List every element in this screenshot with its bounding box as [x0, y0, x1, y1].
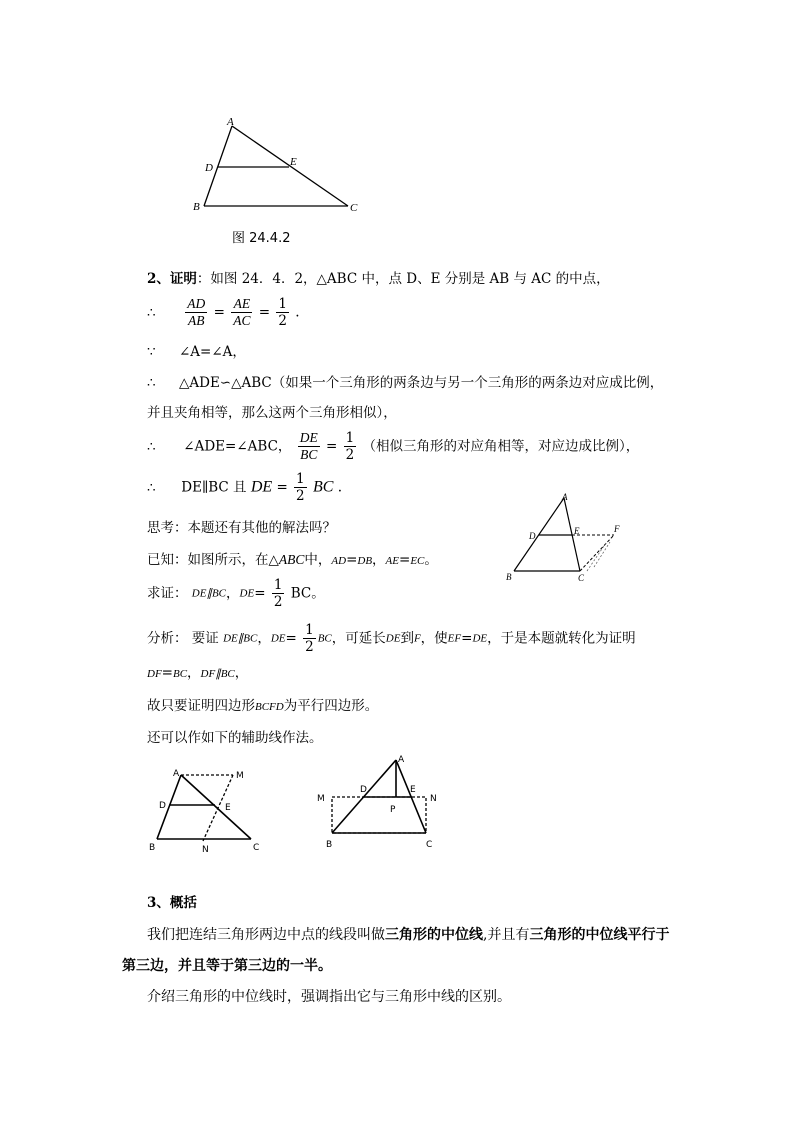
proof-line-4-b: （相似三角形的对应角相等，对应边成比例），: [362, 438, 640, 455]
comma: ，: [226, 585, 240, 602]
label-b: B: [326, 840, 333, 850]
label-m: M: [236, 771, 244, 781]
figure-parallelogram: [502, 490, 627, 585]
relation-df-parallel-bc: DF∥BC: [200, 668, 235, 680]
label-c: C: [578, 573, 585, 583]
point-f: F: [413, 632, 421, 645]
therefore-symbol: ∴: [147, 304, 156, 321]
equals: =: [461, 630, 473, 647]
figure-caption: 图 24.4.2: [232, 231, 291, 246]
segment-ac: [181, 775, 251, 839]
dashed-rectangle: [332, 797, 426, 833]
because-symbol: ∵: [147, 344, 156, 360]
hatch-line: [587, 543, 606, 571]
label-b: B: [193, 201, 200, 213]
equals: =: [254, 585, 266, 602]
summary-text: ,并且有: [483, 927, 530, 943]
segment-db: DB: [357, 555, 373, 567]
label-d: D: [159, 801, 166, 811]
fraction-den: AB: [188, 313, 205, 328]
label-d: D: [529, 531, 536, 541]
label-a: A: [562, 492, 568, 502]
hatch-line: [594, 542, 610, 567]
equals: =: [161, 665, 173, 681]
segment-de-label: DE: [250, 478, 273, 496]
proof-line-5-a: DE∥BC 且: [181, 479, 247, 496]
summary-heading-bold: 概括: [169, 895, 197, 911]
only-text: 故只要证明四边形: [147, 698, 255, 714]
comma: ，: [234, 665, 249, 681]
fraction-num: 1: [278, 296, 287, 312]
segment-de: DE: [385, 632, 401, 645]
fraction-den: 2: [296, 488, 305, 504]
label-f: F: [614, 524, 620, 534]
label-n: N: [202, 845, 209, 855]
proof-heading-text: ：如图 24．4．2，△ABC 中，点 D、E 分别是 AB 与 AC 的中点，: [196, 271, 610, 287]
fraction-num: 1: [273, 577, 283, 593]
segment-bc: BC: [317, 632, 332, 645]
fraction-one-half: [303, 622, 316, 655]
label-p: P: [390, 805, 396, 815]
fraction-num: DE: [299, 430, 318, 445]
equals: =: [399, 552, 411, 568]
proof-line-4-a: ∠ADE=∠ABC，: [183, 438, 292, 455]
fraction-den: BC: [300, 447, 318, 462]
label-e: E: [574, 526, 580, 536]
segment-bc: BC: [172, 668, 188, 680]
label-n: N: [430, 794, 437, 804]
segment-ae: AE: [385, 555, 399, 567]
comma: ，: [257, 630, 271, 647]
fraction-den: AC: [233, 313, 251, 328]
fraction-den: 2: [278, 313, 287, 329]
fraction-num: 1: [345, 430, 355, 446]
proof-line-3-text: △ADE∽△ABC（如果一个三角形的两条边与另一个三角形的两条边对应成比例，: [179, 375, 664, 391]
term-midline: 三角形的中位线: [385, 927, 483, 943]
therefore-symbol: ∴: [147, 438, 156, 455]
known-line: [147, 550, 438, 571]
label-b: B: [506, 572, 512, 582]
segment-cf-dashed: [580, 535, 614, 571]
label-e: E: [410, 785, 416, 795]
fraction-ad-ab: [185, 296, 207, 329]
fraction-num: AE: [231, 296, 252, 313]
quad-bcfd: BCFD: [255, 701, 284, 713]
prove-end: BC。: [290, 585, 325, 602]
analysis-line-2: [147, 663, 248, 684]
proof-heading: [147, 269, 610, 289]
segment-ef: EF: [447, 632, 462, 645]
fraction-ae-ac: [231, 296, 252, 329]
analysis-line-1: [147, 622, 636, 655]
fraction-num: 1: [296, 471, 305, 487]
only-text: 为平行四边形。: [283, 698, 379, 714]
line-end: .: [295, 304, 300, 321]
fraction-den: 2: [273, 594, 283, 610]
relation-de-parallel-bc: DE∥BC: [191, 587, 227, 600]
known-text: 已知：如图所示，在△: [147, 552, 279, 568]
triangle-abc: ABC: [278, 552, 305, 567]
segment-de: DE: [239, 587, 255, 600]
segment-ec: EC: [410, 555, 425, 567]
line-end: .: [337, 479, 342, 496]
label-e: E: [290, 156, 297, 168]
label-c: C: [253, 843, 260, 853]
fraction-den: 2: [345, 447, 355, 463]
analysis-text: 到: [400, 630, 414, 647]
segment-df: DF: [147, 668, 162, 680]
label-a: A: [227, 116, 234, 128]
fraction-one-half: [272, 577, 285, 610]
known-text: 中，: [304, 552, 332, 568]
segment-de: DE: [472, 632, 488, 645]
proof-line-2-text: ∠A=∠A，: [179, 344, 246, 360]
proof-line-3b: 并且夹角相等，那么这两个三角形相似），: [147, 405, 397, 421]
label-b: B: [149, 843, 156, 853]
label-m: M: [317, 794, 325, 804]
analysis-label: 分析： 要证: [147, 630, 219, 647]
segment-de: DE: [270, 632, 286, 645]
label-c: C: [426, 840, 433, 850]
label-c: C: [350, 202, 358, 214]
think-question: 思考：本题还有其他的解法吗？: [147, 520, 336, 536]
equals: =: [285, 630, 297, 647]
proof-line-3: [147, 373, 663, 393]
label-a: A: [398, 755, 405, 765]
segment-ad: AD: [331, 555, 347, 567]
therefore-symbol: ∴: [147, 479, 156, 496]
theorem-text: 三角形的中位线平行于: [529, 927, 670, 943]
label-d: D: [205, 162, 213, 174]
prove-label: 求证：: [147, 585, 188, 602]
comma: ，: [372, 552, 386, 568]
analysis-text: ，使: [420, 630, 448, 647]
proof-line-4: ∴ ∠ADE=∠ABC， $\frac{DE}{BC}$ = $\frac{1}{2}$ （相似三角形的对应角相等，对应边成比例），: [147, 430, 640, 463]
figure-auxiliary-mn: [145, 762, 270, 857]
summary-p1: [147, 925, 669, 945]
proof-line-5: ∴ DE∥BC 且 DE = $\frac{1}{2}$ BC .: [147, 471, 342, 504]
summary-heading: [147, 893, 197, 913]
proof-line-2: [147, 342, 246, 362]
label-e: E: [225, 803, 231, 813]
fraction-num: 1: [305, 622, 314, 638]
label-d: D: [360, 785, 367, 795]
fraction-de-bc: [298, 430, 320, 463]
comma: ，: [187, 665, 201, 681]
summary-p2: 第三边，并且等于第三边的一半。: [122, 958, 332, 974]
proof-line-1: ∴ $\frac{AD}{AB}$ = $\frac{AE}{AC}$ = $\frac{1}{2}$ .: [147, 296, 300, 329]
analysis-text: ，于是本题就转化为证明: [487, 630, 636, 647]
period: 。: [424, 552, 438, 568]
also-line: 还可以作如下的辅助线作法。: [147, 730, 323, 746]
equals: =: [346, 552, 358, 568]
segment-bc-label: BC: [312, 478, 334, 496]
fraction-den: 2: [305, 639, 314, 655]
only-line: [147, 696, 378, 717]
summary-text: 我们把连结三角形两边中点的线段叫做: [147, 927, 385, 943]
figure-auxiliary-rectangle: [310, 750, 460, 855]
summary-heading-num: 3、: [147, 895, 170, 911]
analysis-text: ，可延长: [331, 630, 386, 647]
summary-p3: 介绍三角形的中位线时，强调指出它与三角形中线的区别。: [147, 989, 511, 1005]
proof-heading-bold: 证明: [169, 271, 197, 287]
fraction-num: AD: [187, 296, 206, 311]
label-a: A: [173, 769, 180, 779]
fraction-one-half: [344, 430, 357, 463]
therefore-symbol: ∴: [147, 375, 156, 391]
fraction-one-half: [276, 296, 289, 329]
figure-24-4-2: [190, 115, 370, 220]
prove-line: [147, 577, 325, 610]
relation-de-parallel-bc: DE∥BC: [223, 632, 258, 645]
fraction-one-half: [294, 471, 307, 504]
proof-heading-num: 2、: [147, 271, 170, 287]
